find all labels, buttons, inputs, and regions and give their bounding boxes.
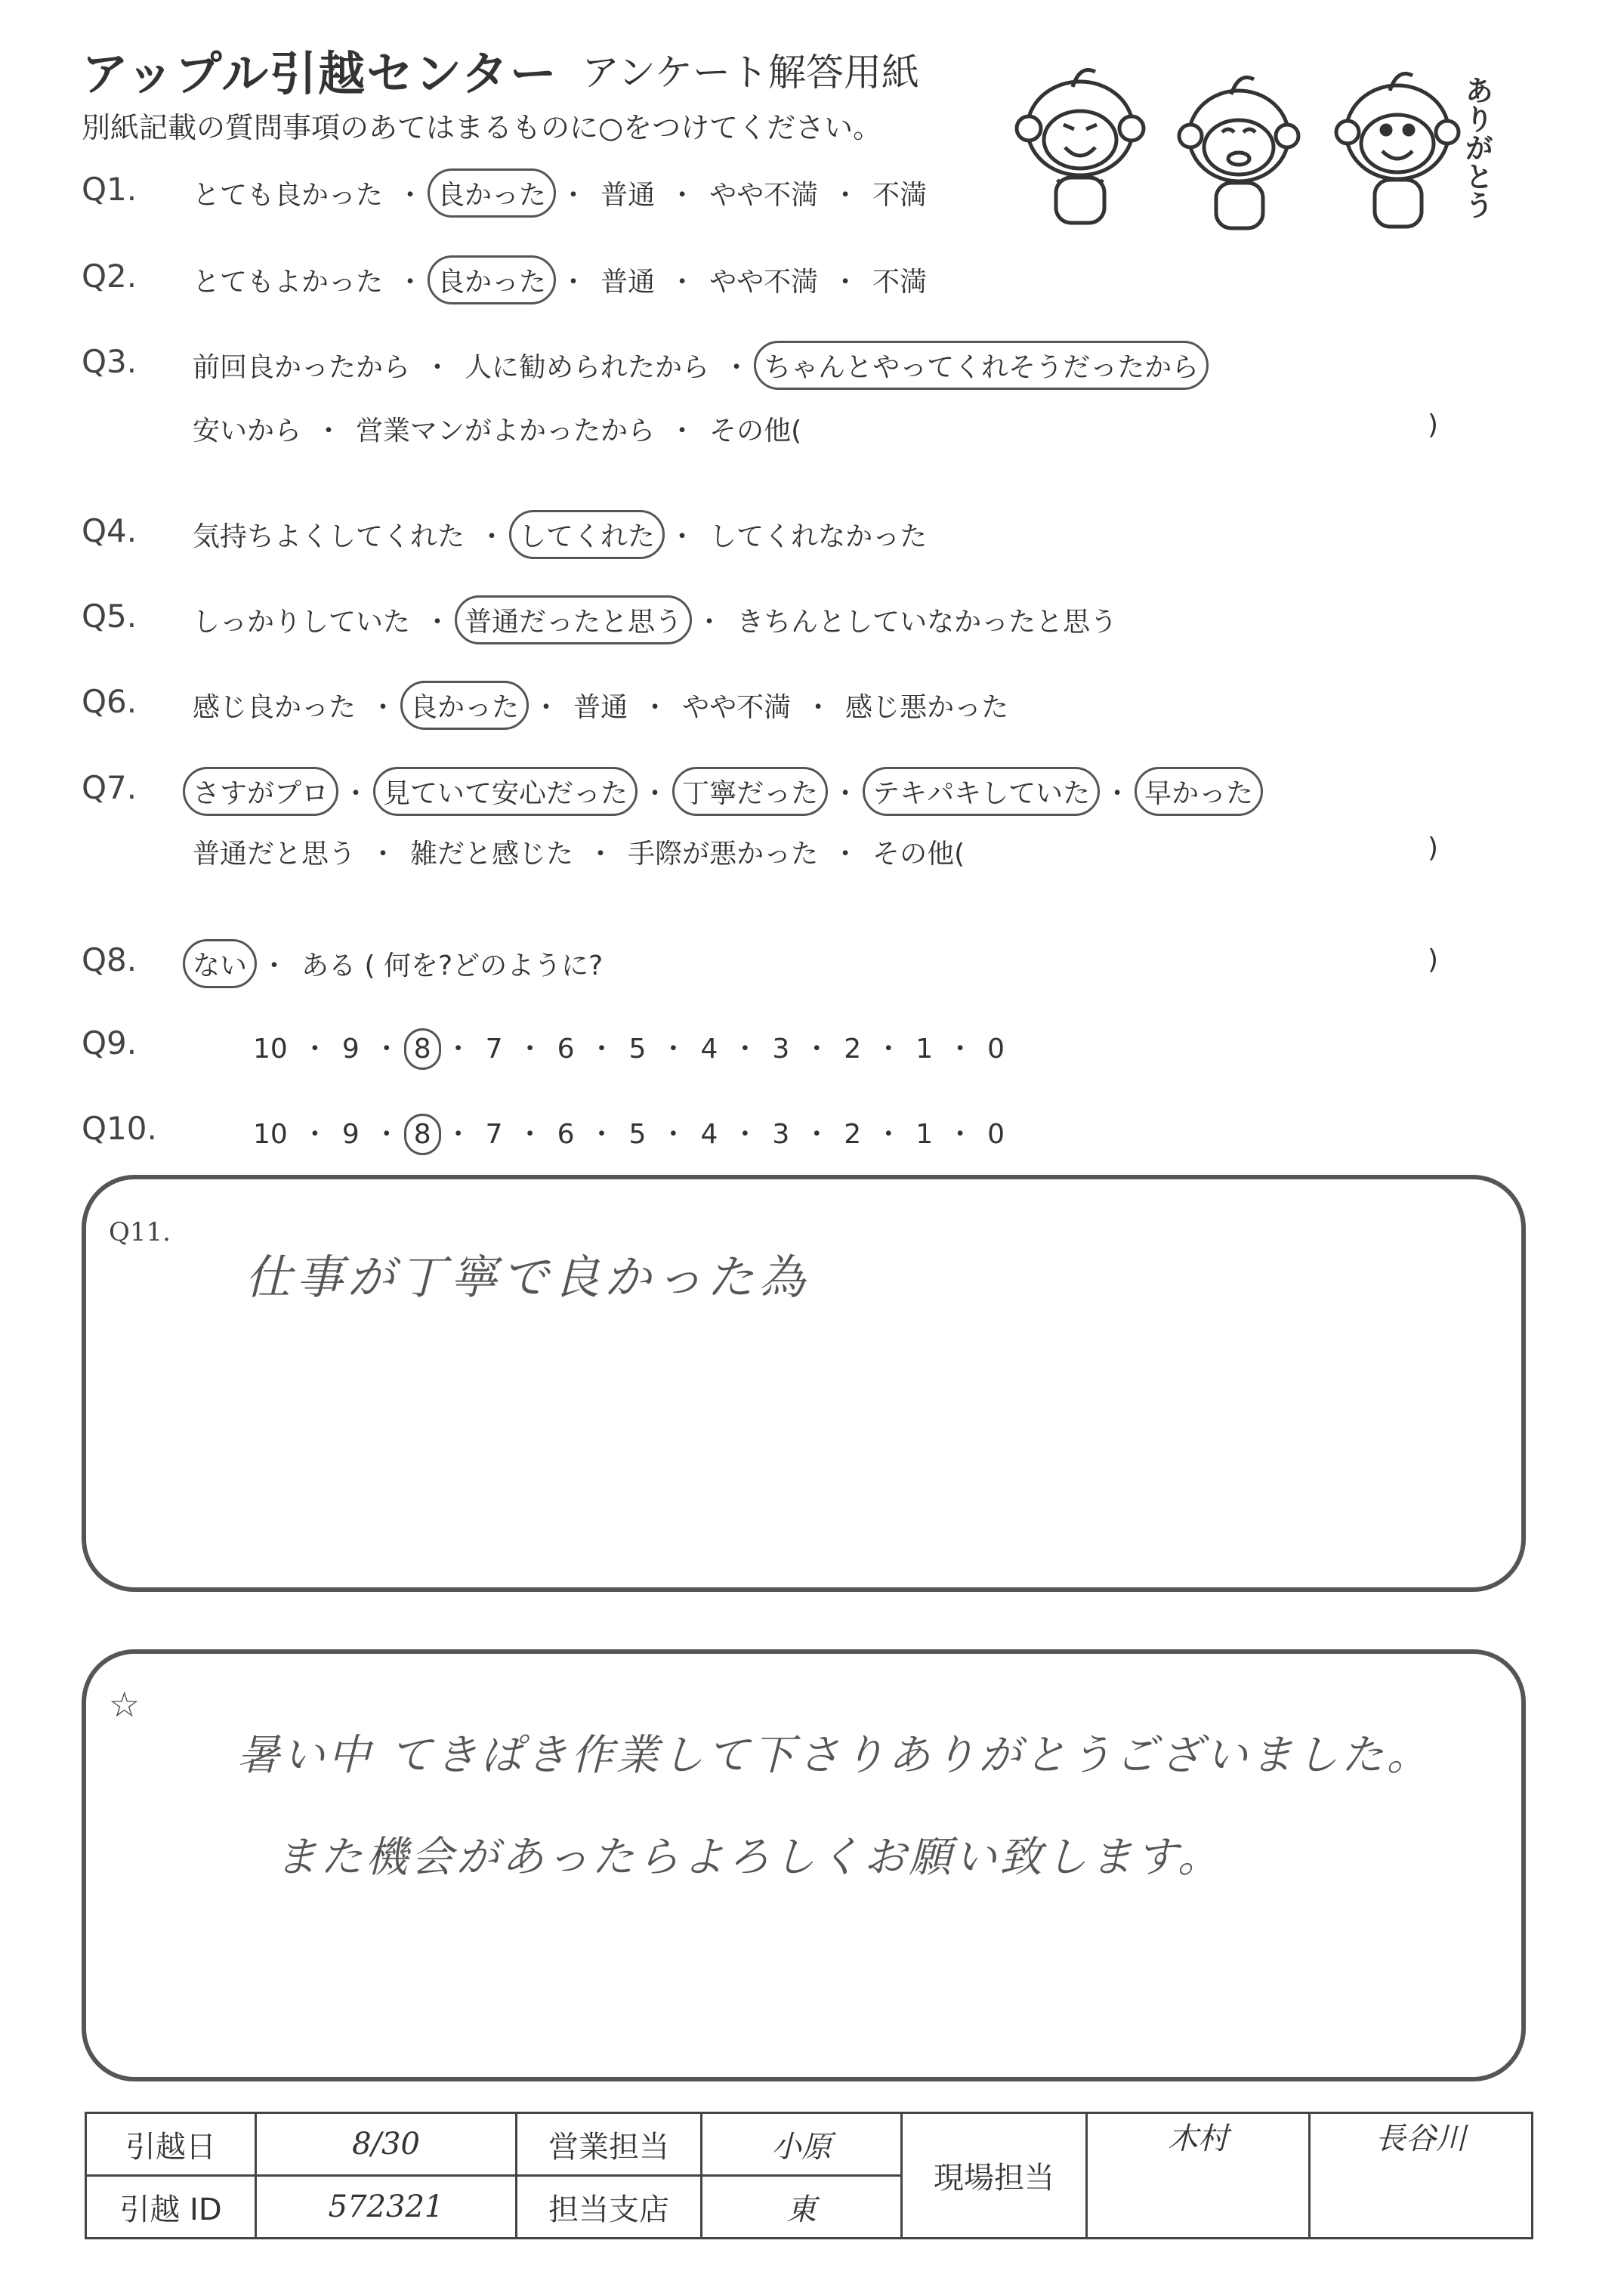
answer-option[interactable]: してくれなかった — [709, 521, 928, 552]
answer-option[interactable]: とても良かった — [193, 180, 384, 211]
option-separator: ・ — [731, 1034, 759, 1065]
move-date-label: 引越日 — [86, 2113, 256, 2176]
answer-option[interactable]: 営業マンがよかったから — [356, 416, 656, 447]
option-separator: ・ — [668, 521, 696, 552]
answer-option[interactable]: とてもよかった — [193, 267, 384, 298]
answer-option[interactable]: 5 — [628, 1034, 647, 1065]
option-separator: ・ — [668, 267, 696, 298]
option-separator: ・ — [641, 778, 669, 809]
answer-option[interactable]: 7 — [485, 1034, 503, 1065]
option-separator: ・ — [301, 1119, 329, 1150]
move-id-label: 引越 ID — [86, 2176, 256, 2239]
answer-option[interactable]: 不満 — [872, 180, 928, 211]
option-separator: ・ — [832, 839, 860, 870]
question-label: Q9. — [82, 1024, 137, 1062]
site-label: 現場担当 — [902, 2113, 1087, 2239]
comment-box — [82, 1649, 1526, 2081]
option-separator: ・ — [516, 1034, 544, 1065]
question-options-row — [193, 772, 1253, 811]
option-separator: ・ — [803, 1119, 831, 1150]
option-separator: ・ — [1104, 778, 1132, 809]
answer-option[interactable]: 1 — [915, 1119, 934, 1150]
answer-option-circled[interactable]: ない — [183, 939, 257, 988]
option-separator: ・ — [444, 1119, 472, 1150]
option-separator: ・ — [478, 521, 506, 552]
answer-option[interactable]: 2 — [844, 1034, 862, 1065]
comment-line-1: 暑い中 てきぱき作業して下さりありがとうございました。 — [237, 1731, 1432, 1780]
move-id-value: 572321 — [256, 2176, 517, 2239]
option-separator: ・ — [668, 180, 696, 211]
question-options-row — [193, 409, 801, 448]
option-separator: ・ — [946, 1119, 974, 1150]
answer-option[interactable]: 9 — [341, 1034, 360, 1065]
option-separator: ・ — [946, 1034, 974, 1065]
q11-answer-box — [82, 1175, 1526, 1592]
monkey-mascots-icon — [1005, 45, 1533, 242]
comment-line-2: また機会があったらよろしくお願い致します。 — [275, 1833, 1223, 1882]
answer-option-circled[interactable]: ちゃんとやってくれそうだったから — [754, 341, 1209, 390]
option-separator: ・ — [372, 1119, 400, 1150]
question-options-row — [193, 515, 927, 554]
question-options-row — [193, 174, 927, 212]
question-options-row — [193, 944, 603, 983]
branch-value: 東 — [702, 2176, 902, 2239]
option-separator: ・ — [588, 1034, 616, 1065]
option-separator: ・ — [659, 1034, 687, 1065]
option-separator: ・ — [723, 352, 751, 383]
option-separator: ・ — [659, 1119, 687, 1150]
answer-option[interactable]: 3 — [772, 1119, 790, 1150]
question-label: Q7. — [82, 769, 137, 806]
answer-option[interactable]: 6 — [557, 1119, 575, 1150]
answer-option-circled[interactable]: さすがプロ — [183, 767, 338, 816]
question-options-row — [193, 686, 1008, 725]
option-separator: ・ — [641, 692, 669, 723]
closing-paren: ) — [1428, 944, 1439, 975]
answer-option[interactable]: 気持ちよくしてくれた — [193, 521, 465, 552]
answer-option[interactable]: 不満 — [872, 267, 928, 298]
option-separator: ・ — [587, 839, 615, 870]
star-icon: ☆ — [109, 1684, 140, 1725]
answer-option[interactable]: 3 — [772, 1034, 790, 1065]
answer-option[interactable]: ある ( 何を?どのように? — [301, 950, 604, 981]
answer-option[interactable]: 0 — [987, 1034, 1005, 1065]
answer-option[interactable]: 6 — [557, 1034, 575, 1065]
branch-label: 担当支店 — [517, 2176, 702, 2239]
answer-option[interactable]: 1 — [915, 1034, 934, 1065]
option-separator: ・ — [369, 839, 397, 870]
answer-option[interactable]: 4 — [700, 1034, 718, 1065]
answer-option[interactable]: 7 — [485, 1119, 503, 1150]
option-separator: ・ — [832, 180, 860, 211]
option-separator: ・ — [372, 1034, 400, 1065]
option-separator: ・ — [696, 607, 724, 638]
answer-option[interactable]: 感じ良かった — [193, 692, 357, 723]
question-label: Q6. — [82, 683, 137, 720]
answer-option[interactable]: やや不満 — [709, 267, 819, 298]
answer-option[interactable]: 4 — [700, 1119, 718, 1150]
answer-option-circled[interactable]: 8 — [404, 1028, 441, 1070]
option-separator: ・ — [832, 267, 860, 298]
option-separator: ・ — [832, 778, 860, 809]
answer-option[interactable]: その他( — [872, 839, 965, 870]
question-label: Q4. — [82, 512, 137, 549]
survey-title: アップル引越センター — [82, 46, 558, 101]
option-separator: ・ — [397, 267, 425, 298]
answer-option[interactable]: 普通 — [601, 180, 656, 211]
answer-option-circled[interactable]: 見ていて安心だった — [373, 767, 638, 816]
question-options-row — [253, 1028, 1005, 1066]
option-separator: ・ — [397, 180, 425, 211]
answer-option-circled[interactable]: テキパキしていた — [863, 767, 1100, 816]
answer-option[interactable]: 10 — [253, 1119, 288, 1150]
question-options-row — [193, 261, 927, 299]
answer-option[interactable]: 2 — [844, 1119, 862, 1150]
question-options-row — [193, 601, 1117, 639]
answer-option-circled[interactable]: 8 — [404, 1114, 441, 1155]
closing-paren: ) — [1428, 409, 1439, 440]
q11-answer-text: 仕事が丁寧で良かった為 — [245, 1250, 810, 1305]
answer-option-circled[interactable]: してくれた — [509, 510, 665, 559]
move-info-table — [85, 2112, 1533, 2239]
question-label: Q3. — [82, 343, 137, 380]
option-separator: ・ — [588, 1119, 616, 1150]
question-options-row — [253, 1113, 1005, 1151]
answer-option[interactable]: きちんとしていなかったと思う — [736, 607, 1118, 638]
answer-option[interactable]: 安いから — [193, 416, 302, 447]
sales-label: 営業担当 — [517, 2113, 702, 2176]
option-separator: ・ — [369, 692, 397, 723]
answer-option[interactable]: 5 — [628, 1119, 647, 1150]
answer-option[interactable]: 普通 — [601, 267, 656, 298]
answer-option-circled[interactable]: 良かった — [400, 681, 529, 730]
question-label: Q1. — [82, 171, 137, 208]
question-options-row — [193, 833, 965, 871]
instruction-text: 別紙記載の質問事項のあてはまるものに○をつけてください。 — [82, 111, 882, 144]
answer-option-circled[interactable]: 早かった — [1135, 767, 1263, 816]
answer-option-circled[interactable]: 良かった — [428, 168, 556, 218]
option-separator: ・ — [731, 1119, 759, 1150]
answer-option[interactable]: 前回良かったから — [193, 352, 411, 383]
answer-option[interactable]: 手際が悪かった — [628, 839, 819, 870]
answer-option-circled[interactable]: 丁寧だった — [672, 767, 828, 816]
answer-option[interactable]: しっかりしていた — [193, 607, 411, 638]
question-options-row — [193, 346, 1199, 385]
answer-option[interactable]: 雑だと感じた — [410, 839, 574, 870]
answer-option[interactable]: 9 — [341, 1119, 360, 1150]
answer-option[interactable]: その他( — [709, 416, 802, 447]
q11-label: Q11. — [109, 1217, 171, 1247]
option-separator: ・ — [444, 1034, 472, 1065]
option-separator: ・ — [301, 1034, 329, 1065]
closing-paren: ) — [1428, 833, 1439, 864]
question-label: Q2. — [82, 258, 137, 295]
option-separator: ・ — [424, 352, 452, 383]
answer-option-circled[interactable]: 良かった — [428, 255, 556, 304]
answer-option[interactable]: 普通だと思う — [193, 839, 357, 870]
site-value-2: 長谷川 — [1310, 2113, 1533, 2239]
answer-option[interactable]: 人に勧められたから — [465, 352, 710, 383]
option-separator: ・ — [516, 1119, 544, 1150]
option-separator: ・ — [424, 607, 452, 638]
answer-option[interactable]: 10 — [253, 1034, 288, 1065]
option-separator: ・ — [560, 180, 588, 211]
option-separator: ・ — [315, 416, 343, 447]
answer-option[interactable]: やや不満 — [709, 180, 819, 211]
option-separator: ・ — [804, 692, 832, 723]
option-separator: ・ — [261, 950, 289, 981]
move-date-value: 8/30 — [256, 2113, 517, 2176]
option-separator: ・ — [533, 692, 560, 723]
option-separator: ・ — [560, 267, 588, 298]
sales-value: 小原 — [702, 2113, 902, 2176]
question-label: Q5. — [82, 598, 137, 635]
option-separator: ・ — [803, 1034, 831, 1065]
question-label: Q10. — [82, 1110, 157, 1147]
answer-option[interactable]: 0 — [987, 1119, 1005, 1150]
option-separator: ・ — [875, 1034, 903, 1065]
option-separator: ・ — [875, 1119, 903, 1150]
option-separator: ・ — [342, 778, 370, 809]
mascot-text: ありがとう — [1460, 76, 1493, 219]
question-label: Q8. — [82, 941, 137, 978]
answer-option-circled[interactable]: 普通だったと思う — [455, 595, 692, 644]
site-value-1: 木村 — [1087, 2113, 1310, 2239]
survey-subtitle: アンケート解答用紙 — [582, 51, 919, 94]
answer-option[interactable]: 感じ悪かった — [845, 692, 1009, 723]
option-separator: ・ — [668, 416, 696, 447]
answer-option[interactable]: やや不満 — [682, 692, 792, 723]
answer-option[interactable]: 普通 — [573, 692, 628, 723]
